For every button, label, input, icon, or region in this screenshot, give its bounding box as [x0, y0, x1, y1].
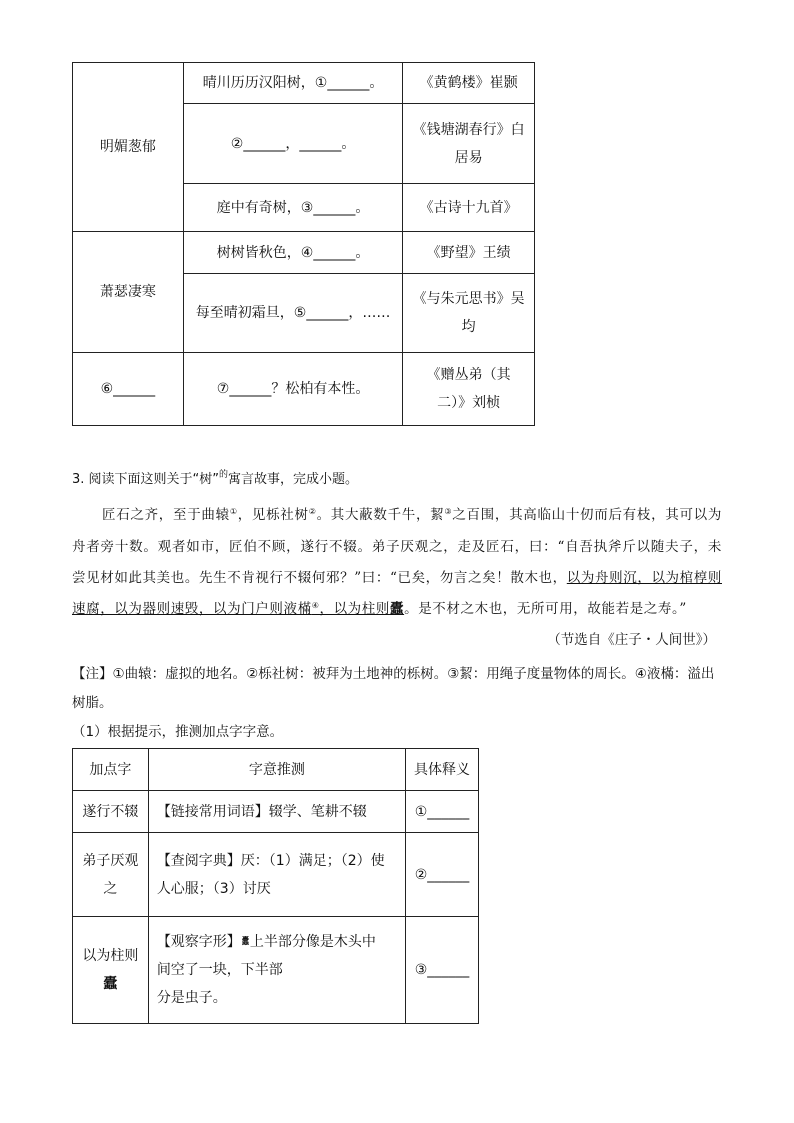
table-header: 加点字: [73, 749, 149, 791]
poem-line: 晴川历历汉阳树，①______。: [183, 63, 403, 104]
hint-cell: 【链接常用词语】辍学、笔耕不辍: [148, 791, 405, 833]
poem-line: ⑦______？松柏有本性。: [183, 353, 403, 426]
hint-cell: 【查阅字典】厌：（1）满足；（2）使 人心服；（3）讨厌: [148, 833, 405, 917]
answer-blank: ③______: [406, 917, 479, 1024]
poem-line: 庭中有奇树，③______。: [183, 184, 403, 232]
source-line: 居易: [454, 149, 483, 166]
category-cell: 萧瑟凄寒: [73, 232, 184, 353]
answer-blank: ②______: [406, 833, 479, 917]
poem-source: [403, 104, 535, 184]
annotation-note: 【注】①曲辕：虚拟的地名。②栎社树：被拜为土地神的栎树。③絜：用绳子度量物体的周长。④液樠：溢出树脂。: [72, 666, 715, 711]
category-cell: ⑥______: [73, 353, 184, 426]
category-cell: 明媚葱郁: [73, 63, 184, 232]
poem-source: 《黄鹤楼》崔颢: [403, 63, 535, 104]
source-line: 《与朱元思书》吴: [412, 291, 525, 307]
char-table: [72, 748, 479, 1024]
passage: 匠石之齐，至于曲辕①，见栎社树②。其大蔽数千牛，絜③之百围，其高临山十仞而后有枝，其可以为舟者旁十数。观者如市，匠伯不顾，遂行不辍。弟子厌观之，走及匠石，曰：“自吾执斧斤以随夫子，未尝见材如此其美也。先生不肯视行不辍何邪？”曰：“已矣，勿言之矣！散木也，以为舟则沉，以为棺椁则速腐，以为器则速毁，以为门户则液樠④，以为柱则蠹。是不材之木也，无所可用，故能若是之寿。”: [72, 507, 722, 617]
table-header: 字意推测: [148, 749, 405, 791]
poem-source: [403, 353, 535, 426]
poem-source: 《古诗十九首》: [403, 184, 535, 232]
poem-source: [403, 274, 535, 353]
passage-source: （节选自《庄子・人间世》）: [547, 632, 716, 648]
sub-question: （1）根据提示，推测加点字字意。: [72, 724, 284, 740]
glyph-image: 蠹: [241, 937, 249, 947]
poem-line: ②______，______。: [183, 104, 403, 184]
hint-cell: 【观察字形】蠹上半部分像是木头中 间空了一块，下半部 分是虫子。: [148, 917, 405, 1024]
source-line: 《钱塘湖春行》白: [412, 121, 525, 138]
source-line: 二）》刘桢: [437, 395, 501, 411]
word-cell: 弟子厌观 之: [73, 833, 149, 917]
poem-line: 树树皆秋色，④______。: [183, 232, 403, 274]
poem-source: 《野望》王绩: [403, 232, 535, 274]
underlined-text: 以为舟则沉，以为棺椁则速腐，以为器则速毁，以为门户则液樠④，以为柱则蠹: [72, 570, 722, 617]
word-cell: 以为柱则 蠹: [73, 917, 149, 1024]
question-title: 3. 阅读下面这则关于“树”$^的$寓言故事，完成小题。: [72, 470, 359, 487]
source-line: 均: [461, 319, 476, 335]
word-cell: 遂行不辍: [73, 791, 149, 833]
poem-table: [72, 62, 535, 426]
answer-blank: ①______: [406, 791, 479, 833]
source-line: 《赠丛弟（其: [426, 367, 511, 383]
table-header: 具体释义: [406, 749, 479, 791]
poem-line: 每至晴初霜旦，⑤______，……: [183, 274, 403, 353]
